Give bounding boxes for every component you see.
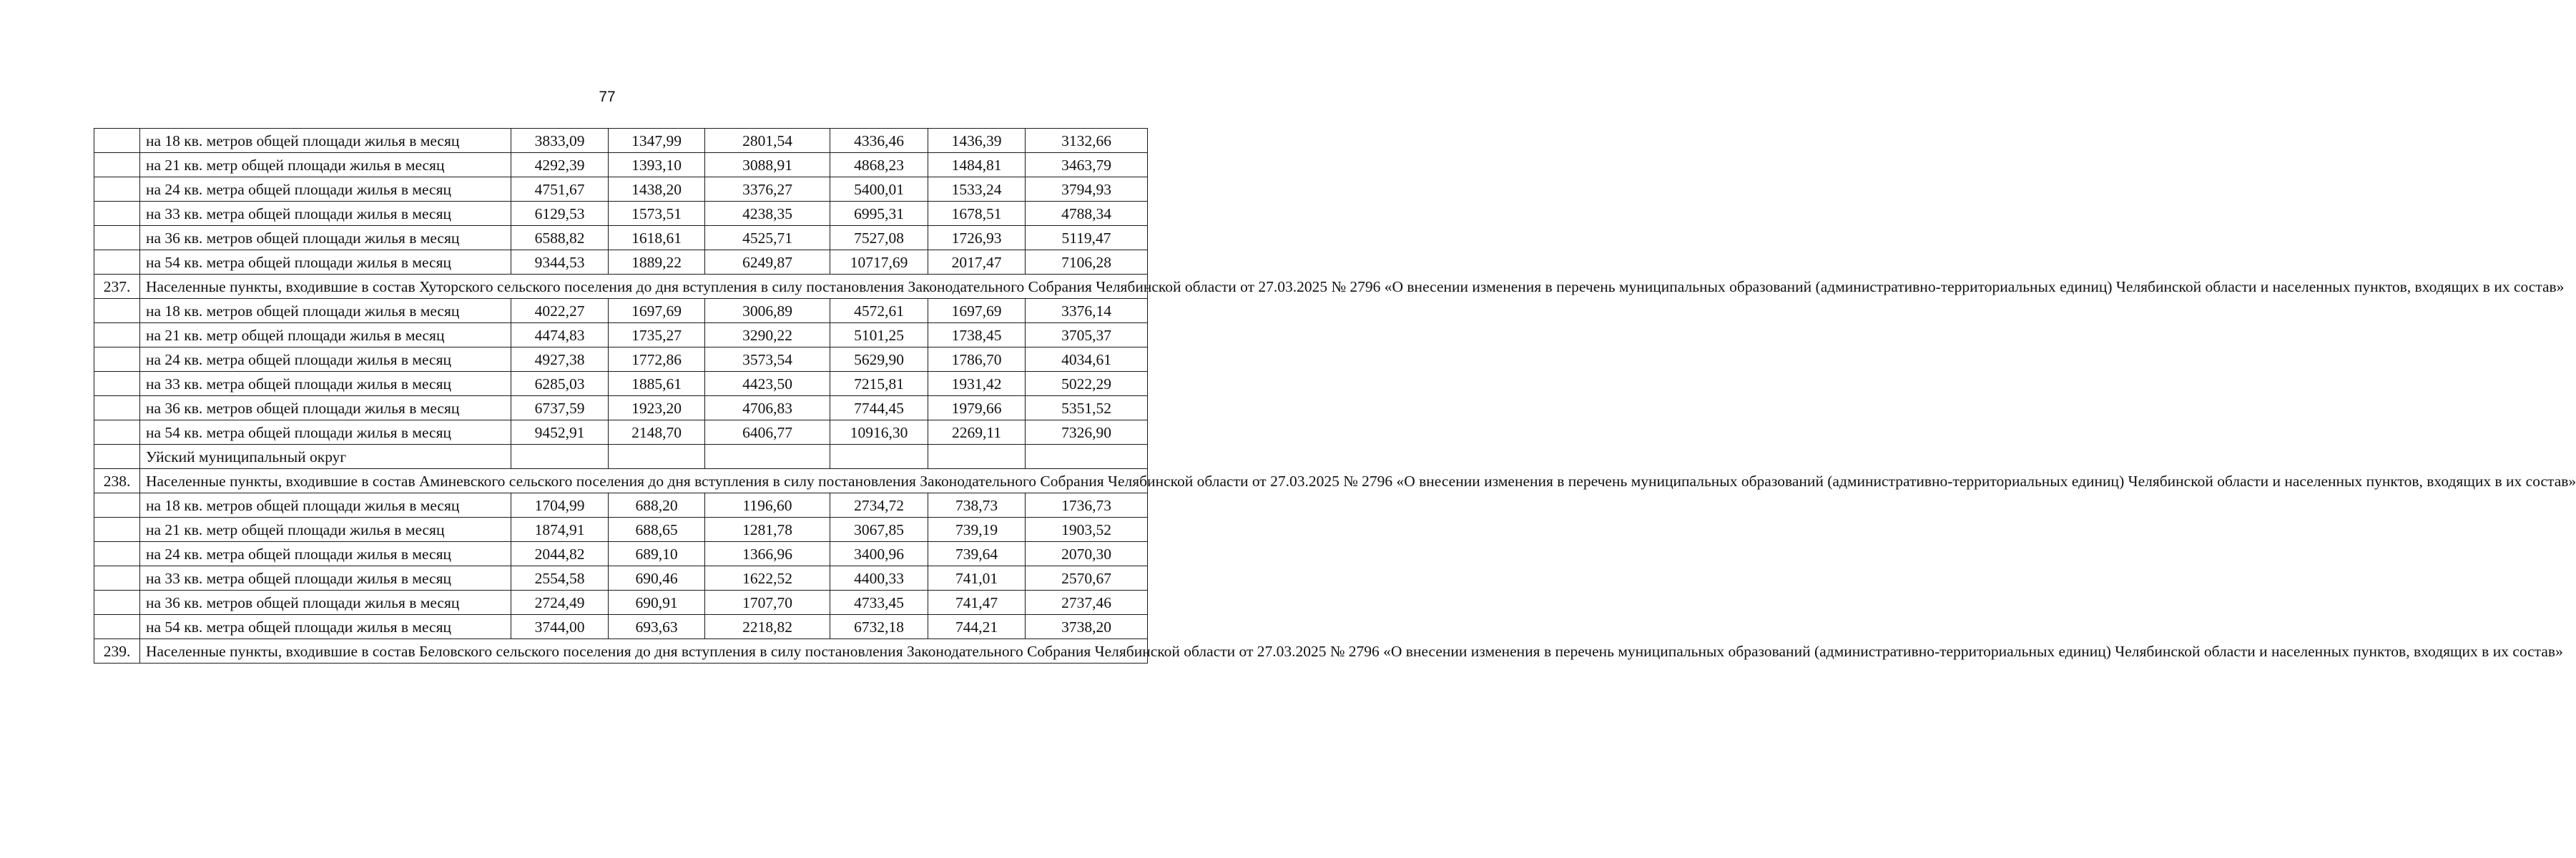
table-row bbox=[94, 591, 1148, 615]
value-cell: 3573,54 bbox=[705, 347, 830, 372]
value-cell: 4238,35 bbox=[705, 202, 830, 226]
value-cell: 1533,24 bbox=[928, 177, 1026, 202]
row-number bbox=[94, 177, 140, 202]
value-cell: 4706,83 bbox=[705, 396, 830, 420]
value-cell: 3376,14 bbox=[1026, 299, 1148, 323]
value-cell: 4474,83 bbox=[511, 323, 609, 347]
value-cell: 1618,61 bbox=[609, 226, 705, 250]
value-cell: 5629,90 bbox=[830, 347, 928, 372]
value-cell: 2570,67 bbox=[1026, 566, 1148, 591]
row-label: на 21 кв. метр общей площади жилья в месяц bbox=[140, 518, 511, 542]
value-cell: 690,91 bbox=[609, 591, 705, 615]
value-cell: 1903,52 bbox=[1026, 518, 1148, 542]
value-cell: 3463,79 bbox=[1026, 153, 1148, 177]
row-label: на 36 кв. метров общей площади жилья в месяц bbox=[140, 396, 511, 420]
value-cell: 1736,73 bbox=[1026, 493, 1148, 518]
value-cell: 4400,33 bbox=[830, 566, 928, 591]
value-cell: 7215,81 bbox=[830, 372, 928, 396]
tariff-table bbox=[94, 128, 2576, 664]
row-label: на 54 кв. метра общей площади жилья в месяц bbox=[140, 615, 511, 639]
row-number bbox=[94, 323, 140, 347]
row-label: на 54 кв. метра общей площади жилья в месяц bbox=[140, 250, 511, 275]
table-row bbox=[94, 202, 1148, 226]
value-cell: 738,73 bbox=[928, 493, 1026, 518]
value-cell: 4572,61 bbox=[830, 299, 928, 323]
value-cell: 6249,87 bbox=[705, 250, 830, 275]
table-row bbox=[94, 615, 1148, 639]
row-number bbox=[94, 129, 140, 153]
row-label: на 36 кв. метров общей площади жилья в месяц bbox=[140, 226, 511, 250]
value-cell bbox=[1026, 445, 1148, 469]
value-cell: 5101,25 bbox=[830, 323, 928, 347]
row-label: на 21 кв. метр общей площади жилья в месяц bbox=[140, 323, 511, 347]
value-cell: 1874,91 bbox=[511, 518, 609, 542]
row-number bbox=[94, 566, 140, 591]
value-cell: 1366,96 bbox=[705, 542, 830, 566]
value-cell: 7744,45 bbox=[830, 396, 928, 420]
value-cell: 4788,34 bbox=[1026, 202, 1148, 226]
value-cell: 1196,60 bbox=[705, 493, 830, 518]
row-label: на 33 кв. метра общей площади жилья в месяц bbox=[140, 566, 511, 591]
table-row bbox=[94, 323, 1148, 347]
row-number bbox=[94, 372, 140, 396]
value-cell: 4751,67 bbox=[511, 177, 609, 202]
value-cell: 1484,81 bbox=[928, 153, 1026, 177]
value-cell: 1772,86 bbox=[609, 347, 705, 372]
table-row bbox=[94, 372, 1148, 396]
value-cell: 4525,71 bbox=[705, 226, 830, 250]
value-cell: 10916,30 bbox=[830, 420, 928, 445]
table-row bbox=[94, 129, 1148, 153]
row-number bbox=[94, 153, 140, 177]
row-number bbox=[94, 615, 140, 639]
value-cell: 5022,29 bbox=[1026, 372, 1148, 396]
row-number bbox=[94, 226, 140, 250]
table-row bbox=[94, 396, 1148, 420]
value-cell: 1697,69 bbox=[928, 299, 1026, 323]
value-cell: 3738,20 bbox=[1026, 615, 1148, 639]
row-label: на 33 кв. метра общей площади жилья в месяц bbox=[140, 372, 511, 396]
value-cell: 3833,09 bbox=[511, 129, 609, 153]
value-cell: 4927,38 bbox=[511, 347, 609, 372]
value-cell: 1704,99 bbox=[511, 493, 609, 518]
row-number bbox=[94, 347, 140, 372]
value-cell: 1738,45 bbox=[928, 323, 1026, 347]
section-heading-text: Населенные пункты, входившие в состав Беловского сельского поселения до дня вступления в силу постановления Законодательного Собрания Челябинской области от 27.03.2025 № 2796 «О внесении изменения в перечень муниципальных образований (административно-территориальных единиц) Челябинской области и населенных пунктов, входящих в их состав» bbox=[140, 639, 1148, 664]
value-cell: 4733,45 bbox=[830, 591, 928, 615]
row-number bbox=[94, 518, 140, 542]
value-cell: 689,10 bbox=[609, 542, 705, 566]
row-label: на 21 кв. метр общей площади жилья в месяц bbox=[140, 153, 511, 177]
value-cell: 4022,27 bbox=[511, 299, 609, 323]
value-cell: 1622,52 bbox=[705, 566, 830, 591]
row-number bbox=[94, 493, 140, 518]
value-cell: 4868,23 bbox=[830, 153, 928, 177]
value-cell: 4292,39 bbox=[511, 153, 609, 177]
row-number bbox=[94, 591, 140, 615]
value-cell: 739,64 bbox=[928, 542, 1026, 566]
value-cell bbox=[830, 445, 928, 469]
row-number: 238. bbox=[94, 469, 140, 493]
table-row bbox=[94, 493, 1148, 518]
value-cell: 2801,54 bbox=[705, 129, 830, 153]
value-cell bbox=[609, 445, 705, 469]
value-cell: 5119,47 bbox=[1026, 226, 1148, 250]
value-cell: 7527,08 bbox=[830, 226, 928, 250]
district-row bbox=[94, 445, 1148, 469]
value-cell: 2148,70 bbox=[609, 420, 705, 445]
row-label: на 54 кв. метра общей площади жилья в месяц bbox=[140, 420, 511, 445]
value-cell: 4423,50 bbox=[705, 372, 830, 396]
value-cell: 2269,11 bbox=[928, 420, 1026, 445]
value-cell: 2044,82 bbox=[511, 542, 609, 566]
value-cell: 1786,70 bbox=[928, 347, 1026, 372]
value-cell: 7106,28 bbox=[1026, 250, 1148, 275]
value-cell: 1573,51 bbox=[609, 202, 705, 226]
value-cell: 3794,93 bbox=[1026, 177, 1148, 202]
value-cell: 1678,51 bbox=[928, 202, 1026, 226]
value-cell: 1438,20 bbox=[609, 177, 705, 202]
value-cell: 1889,22 bbox=[609, 250, 705, 275]
value-cell: 6732,18 bbox=[830, 615, 928, 639]
row-label: на 18 кв. метров общей площади жилья в месяц bbox=[140, 299, 511, 323]
value-cell: 1931,42 bbox=[928, 372, 1026, 396]
value-cell: 4034,61 bbox=[1026, 347, 1148, 372]
row-label: на 33 кв. метра общей площади жилья в месяц bbox=[140, 202, 511, 226]
value-cell: 1735,27 bbox=[609, 323, 705, 347]
section-heading-text: Населенные пункты, входившие в состав Аминевского сельского поселения до дня вступления в силу постановления Законодательного Собрания Челябинской области от 27.03.2025 № 2796 «О внесении изменения в перечень муниципальных образований (административно-территориальных единиц) Челябинской области и населенных пунктов, входящих в их состав» bbox=[140, 469, 1148, 493]
table-row bbox=[94, 420, 1148, 445]
section-heading-row bbox=[94, 275, 1148, 299]
value-cell: 690,46 bbox=[609, 566, 705, 591]
value-cell: 3290,22 bbox=[705, 323, 830, 347]
value-cell: 741,47 bbox=[928, 591, 1026, 615]
row-number bbox=[94, 202, 140, 226]
row-number bbox=[94, 542, 140, 566]
row-label: на 18 кв. метров общей площади жилья в месяц bbox=[140, 493, 511, 518]
value-cell: 3088,91 bbox=[705, 153, 830, 177]
value-cell: 9452,91 bbox=[511, 420, 609, 445]
value-cell: 5351,52 bbox=[1026, 396, 1148, 420]
value-cell: 7326,90 bbox=[1026, 420, 1148, 445]
value-cell: 5400,01 bbox=[830, 177, 928, 202]
value-cell: 2734,72 bbox=[830, 493, 928, 518]
value-cell bbox=[928, 445, 1026, 469]
row-number bbox=[94, 250, 140, 275]
table-row bbox=[94, 518, 1148, 542]
row-label: на 36 кв. метров общей площади жилья в месяц bbox=[140, 591, 511, 615]
value-cell: 1707,70 bbox=[705, 591, 830, 615]
value-cell: 2218,82 bbox=[705, 615, 830, 639]
row-number: 239. bbox=[94, 639, 140, 664]
section-heading-text: Населенные пункты, входившие в состав Хуторского сельского поселения до дня вступления в силу постановления Законодательного Собрания Челябинской области от 27.03.2025 № 2796 «О внесении изменения в перечень муниципальных образований (административно-территориальных единиц) Челябинской области и населенных пунктов, входящих в их состав» bbox=[140, 275, 1148, 299]
value-cell: 741,01 bbox=[928, 566, 1026, 591]
table-body bbox=[94, 129, 2576, 664]
section-heading-row bbox=[94, 469, 1148, 493]
value-cell: 3067,85 bbox=[830, 518, 928, 542]
row-label: на 24 кв. метра общей площади жилья в месяц bbox=[140, 177, 511, 202]
value-cell: 2070,30 bbox=[1026, 542, 1148, 566]
section-heading-row bbox=[94, 639, 1148, 664]
value-cell: 1697,69 bbox=[609, 299, 705, 323]
value-cell: 2724,49 bbox=[511, 591, 609, 615]
value-cell: 3132,66 bbox=[1026, 129, 1148, 153]
value-cell: 6406,77 bbox=[705, 420, 830, 445]
value-cell: 1923,20 bbox=[609, 396, 705, 420]
table-row bbox=[94, 153, 1148, 177]
row-label: на 24 кв. метра общей площади жилья в месяц bbox=[140, 542, 511, 566]
value-cell: 9344,53 bbox=[511, 250, 609, 275]
table-row bbox=[94, 250, 1148, 275]
value-cell: 3376,27 bbox=[705, 177, 830, 202]
row-number: 237. bbox=[94, 275, 140, 299]
value-cell: 6737,59 bbox=[511, 396, 609, 420]
value-cell: 744,21 bbox=[928, 615, 1026, 639]
value-cell: 6995,31 bbox=[830, 202, 928, 226]
value-cell: 1979,66 bbox=[928, 396, 1026, 420]
row-label: на 18 кв. метров общей площади жилья в месяц bbox=[140, 129, 511, 153]
value-cell: 1347,99 bbox=[609, 129, 705, 153]
district-name: Уйский муниципальный округ bbox=[140, 445, 511, 469]
value-cell: 4336,46 bbox=[830, 129, 928, 153]
value-cell: 2737,46 bbox=[1026, 591, 1148, 615]
row-number bbox=[94, 445, 140, 469]
value-cell: 3744,00 bbox=[511, 615, 609, 639]
value-cell: 688,20 bbox=[609, 493, 705, 518]
value-cell bbox=[511, 445, 609, 469]
table-row bbox=[94, 226, 1148, 250]
table-row bbox=[94, 542, 1148, 566]
value-cell: 10717,69 bbox=[830, 250, 928, 275]
table-row bbox=[94, 347, 1148, 372]
page-number: 77 bbox=[599, 89, 616, 105]
value-cell: 6588,82 bbox=[511, 226, 609, 250]
value-cell bbox=[705, 445, 830, 469]
row-number bbox=[94, 396, 140, 420]
value-cell: 1726,93 bbox=[928, 226, 1026, 250]
value-cell: 3400,96 bbox=[830, 542, 928, 566]
value-cell: 3705,37 bbox=[1026, 323, 1148, 347]
value-cell: 739,19 bbox=[928, 518, 1026, 542]
value-cell: 1436,39 bbox=[928, 129, 1026, 153]
value-cell: 6285,03 bbox=[511, 372, 609, 396]
value-cell: 2554,58 bbox=[511, 566, 609, 591]
row-number bbox=[94, 299, 140, 323]
value-cell: 2017,47 bbox=[928, 250, 1026, 275]
value-cell: 3006,89 bbox=[705, 299, 830, 323]
row-label: на 24 кв. метра общей площади жилья в месяц bbox=[140, 347, 511, 372]
value-cell: 1281,78 bbox=[705, 518, 830, 542]
value-cell: 688,65 bbox=[609, 518, 705, 542]
table-row bbox=[94, 177, 1148, 202]
value-cell: 6129,53 bbox=[511, 202, 609, 226]
value-cell: 693,63 bbox=[609, 615, 705, 639]
table-row bbox=[94, 566, 1148, 591]
table-row bbox=[94, 299, 1148, 323]
value-cell: 1885,61 bbox=[609, 372, 705, 396]
value-cell: 1393,10 bbox=[609, 153, 705, 177]
row-number bbox=[94, 420, 140, 445]
